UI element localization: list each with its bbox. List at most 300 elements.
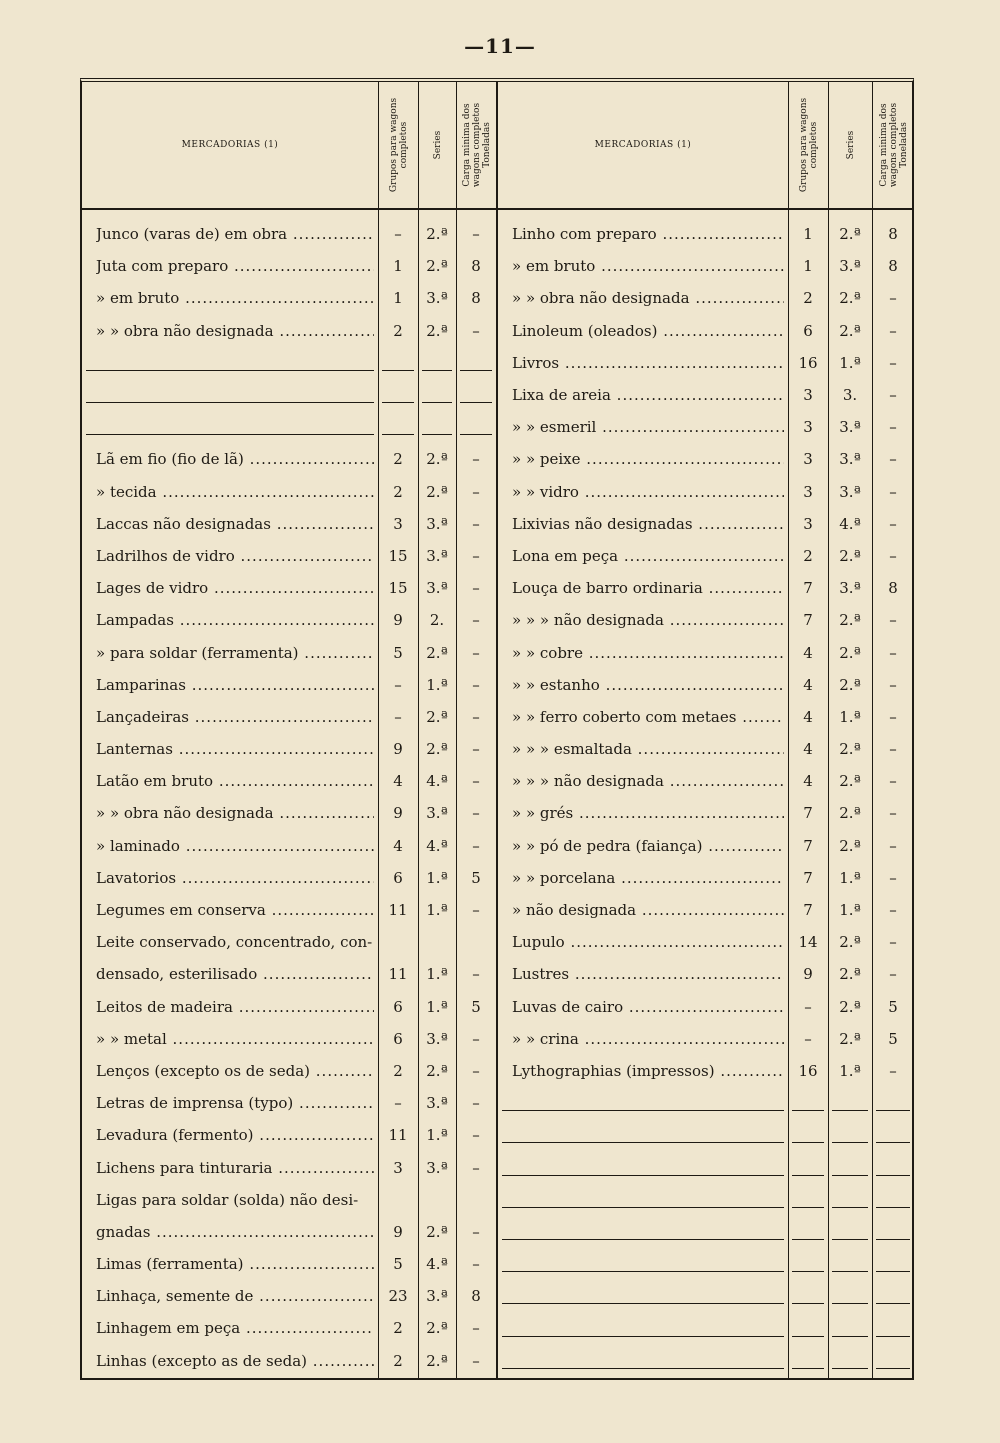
carga-cell: – <box>472 772 480 791</box>
serie-cell: 1.ª <box>839 868 861 887</box>
grupo-cell: 2 <box>803 546 813 565</box>
page-number: —11— <box>464 34 536 58</box>
table-row <box>82 347 496 379</box>
merchandise-cell: » » obra não designada ..... <box>96 322 374 340</box>
carga-cell: 5 <box>888 1029 898 1048</box>
left-rows <box>82 218 496 1377</box>
grupo-cell: 2 <box>393 321 403 340</box>
table-row <box>498 894 914 926</box>
tariff-table <box>80 78 914 1380</box>
grupo-cell: 1 <box>803 225 813 244</box>
serie-cell: 2.ª <box>426 225 448 244</box>
merchandise-cell: Lupulo ..... <box>512 933 784 951</box>
table-row <box>82 572 496 604</box>
carga-cell: – <box>472 482 480 501</box>
carga-cell: 8 <box>471 257 481 276</box>
grupo-cell: – <box>804 997 812 1016</box>
table-row <box>82 1087 496 1119</box>
grupo-cell: 7 <box>803 836 813 855</box>
table-row <box>498 1345 914 1377</box>
serie-cell: 1.ª <box>426 997 448 1016</box>
grupo-cell: 6 <box>393 997 403 1016</box>
carga-cell: – <box>472 1351 480 1370</box>
serie-cell: 3.ª <box>426 1094 448 1113</box>
grupo-cell: 9 <box>393 740 403 759</box>
grupo-cell: 5 <box>393 1255 403 1274</box>
grupo-cell: – <box>394 675 402 694</box>
carga-cell: 8 <box>471 1287 481 1306</box>
merchandise-cell: Linho com preparo ..... <box>512 225 784 243</box>
serie-cell: 2.ª <box>839 289 861 308</box>
table-row <box>82 1248 496 1280</box>
table-row <box>82 1055 496 1087</box>
merchandise-cell: » » estanho ..... <box>512 676 784 694</box>
grupo-cell: 11 <box>388 965 408 984</box>
merchandise-cell: Lustres ..... <box>512 965 784 983</box>
merchandise-cell: densado, esterilisado ..... <box>96 965 374 983</box>
grupo-cell: 16 <box>798 1061 818 1080</box>
carga-cell: – <box>472 707 480 726</box>
carga-cell: – <box>472 450 480 469</box>
merchandise-cell: Limas (ferramenta) ..... <box>96 1255 374 1273</box>
carga-cell: 8 <box>888 579 898 598</box>
table-row <box>498 958 914 990</box>
table-row <box>498 443 914 475</box>
carga-cell: – <box>889 804 897 823</box>
grupo-cell: 11 <box>388 901 408 920</box>
merchandise-cell: » » peixe ..... <box>512 450 784 468</box>
serie-cell: 2.ª <box>839 643 861 662</box>
grupo-cell: 3 <box>803 514 813 533</box>
merchandise-cell: » não designada ..... <box>512 901 784 919</box>
grupo-cell: 6 <box>393 1029 403 1048</box>
grupo-cell: – <box>394 1094 402 1113</box>
merchandise-cell: Linhagem em peça ..... <box>96 1319 374 1337</box>
carga-cell: – <box>889 675 897 694</box>
table-row <box>498 379 914 411</box>
left-header <box>82 82 496 210</box>
carga-cell: 8 <box>888 257 898 276</box>
grupo-cell: 3 <box>803 450 813 469</box>
serie-cell: 2.ª <box>839 965 861 984</box>
left-header-carga: Carga minima dos wagons completos Toneladas <box>456 82 496 208</box>
serie-cell: 2.ª <box>426 707 448 726</box>
carga-cell: – <box>472 804 480 823</box>
carga-cell: – <box>889 418 897 437</box>
merchandise-cell: » laminado ..... <box>96 837 374 855</box>
merchandise-cell: Legumes em conserva ..... <box>96 901 374 919</box>
grupo-cell: – <box>394 707 402 726</box>
carga-cell: 5 <box>471 868 481 887</box>
carga-cell: – <box>889 611 897 630</box>
serie-cell: 2.ª <box>839 1029 861 1048</box>
carga-cell: – <box>889 965 897 984</box>
carga-cell: – <box>472 836 480 855</box>
grupo-cell: 7 <box>803 611 813 630</box>
table-row <box>82 1151 496 1183</box>
merchandise-cell: » para soldar (ferramenta) ..... <box>96 644 374 662</box>
carga-cell: – <box>472 1094 480 1113</box>
grupo-cell: 6 <box>393 868 403 887</box>
serie-cell: 3.ª <box>426 1158 448 1177</box>
grupo-cell: 23 <box>388 1287 408 1306</box>
carga-cell: – <box>889 868 897 887</box>
merchandise-cell: Latão em bruto ..... <box>96 772 374 790</box>
serie-cell: 2.ª <box>839 225 861 244</box>
merchandise-cell: » » grés ..... <box>512 804 784 822</box>
grupo-cell: – <box>804 1029 812 1048</box>
table-row <box>82 894 496 926</box>
carga-cell: – <box>472 514 480 533</box>
grupo-cell: 6 <box>803 321 813 340</box>
serie-cell: 2.ª <box>426 1319 448 1338</box>
table-row <box>498 476 914 508</box>
carga-cell: – <box>472 740 480 759</box>
grupo-cell: 5 <box>393 643 403 662</box>
table-row <box>82 797 496 829</box>
table-row <box>498 508 914 540</box>
merchandise-cell: » » » esmaltada ..... <box>512 740 784 758</box>
merchandise-cell: Letras de imprensa (typo) ..... <box>96 1094 374 1112</box>
merchandise-cell: Livros ..... <box>512 354 784 372</box>
table-row <box>498 1055 914 1087</box>
serie-cell: 2.ª <box>426 1222 448 1241</box>
table-row <box>498 540 914 572</box>
carga-cell: – <box>889 546 897 565</box>
table-row <box>82 636 496 668</box>
merchandise-cell: » » » não designada ..... <box>512 611 784 629</box>
table-row <box>498 1151 914 1183</box>
carga-cell: – <box>889 901 897 920</box>
carga-cell: – <box>472 1222 480 1241</box>
grupo-cell: 3 <box>393 514 403 533</box>
table-row <box>82 1280 496 1312</box>
table-row <box>82 1119 496 1151</box>
table-row <box>82 315 496 347</box>
grupo-cell: 1 <box>393 289 403 308</box>
merchandise-cell: » » vidro ..... <box>512 483 784 501</box>
right-table <box>496 82 914 1378</box>
table-row <box>82 926 496 958</box>
grupo-cell: 16 <box>798 353 818 372</box>
carga-cell: – <box>889 321 897 340</box>
table-row <box>498 1280 914 1312</box>
carga-cell: 8 <box>471 289 481 308</box>
table-row <box>498 991 914 1023</box>
carga-cell: – <box>889 1061 897 1080</box>
merchandise-cell: Lavatorios ..... <box>96 869 374 887</box>
serie-cell: 2.ª <box>426 740 448 759</box>
serie-cell: 3.ª <box>839 482 861 501</box>
table-row <box>82 379 496 411</box>
merchandise-cell: » » metal ..... <box>96 1030 374 1048</box>
serie-cell: 3.ª <box>426 579 448 598</box>
merchandise-cell: gnadas ..... <box>96 1223 374 1241</box>
table-row <box>498 1248 914 1280</box>
left-header-series: Series <box>418 82 456 208</box>
grupo-cell: – <box>394 225 402 244</box>
table-row <box>498 830 914 862</box>
grupo-cell: 1 <box>803 257 813 276</box>
grupo-cell: 7 <box>803 868 813 887</box>
carga-cell: – <box>472 611 480 630</box>
carga-cell: – <box>889 707 897 726</box>
carga-cell: – <box>889 353 897 372</box>
grupo-cell: 9 <box>803 965 813 984</box>
carga-cell: – <box>889 450 897 469</box>
table-row <box>498 411 914 443</box>
left-header-grupos: Grupos para wagons completos <box>378 82 418 208</box>
merchandise-cell: Lythographias (impressos) ..... <box>512 1062 784 1080</box>
table-row <box>82 701 496 733</box>
serie-cell: 2.ª <box>839 836 861 855</box>
table-row <box>498 862 914 894</box>
grupo-cell: 11 <box>388 1126 408 1145</box>
merchandise-cell: Ligas para soldar (solda) não desi- <box>96 1190 359 1209</box>
grupo-cell: 1 <box>393 257 403 276</box>
serie-cell: 1.ª <box>839 353 861 372</box>
serie-cell: 2.ª <box>426 450 448 469</box>
grupo-cell: 14 <box>798 933 818 952</box>
carga-cell: – <box>472 965 480 984</box>
merchandise-cell: Leite conservado, concentrado, con- <box>96 933 373 952</box>
grupo-cell: 7 <box>803 901 813 920</box>
serie-cell: 3.ª <box>426 514 448 533</box>
table-row <box>82 765 496 797</box>
grupo-cell: 2 <box>393 1061 403 1080</box>
table-row <box>498 636 914 668</box>
merchandise-cell: Lanternas ..... <box>96 740 374 758</box>
carga-cell: – <box>472 546 480 565</box>
table-row <box>82 669 496 701</box>
grupo-cell: 4 <box>803 740 813 759</box>
right-header-grupos: Grupos para wagons completos <box>788 82 828 208</box>
serie-cell: 3.ª <box>426 1029 448 1048</box>
table-row <box>498 572 914 604</box>
grupo-cell: 2 <box>393 1319 403 1338</box>
carga-cell: – <box>472 1029 480 1048</box>
serie-cell: 1.ª <box>426 1126 448 1145</box>
merchandise-cell: Leitos de madeira ..... <box>96 998 374 1016</box>
serie-cell: 2.ª <box>839 804 861 823</box>
merchandise-cell: Lichens para tinturaria ..... <box>96 1159 374 1177</box>
table-row <box>82 218 496 250</box>
grupo-cell: 2 <box>803 289 813 308</box>
carga-cell: – <box>472 1158 480 1177</box>
serie-cell: 4.ª <box>839 514 861 533</box>
carga-cell: – <box>472 643 480 662</box>
serie-cell: 2.ª <box>426 643 448 662</box>
table-row <box>498 1312 914 1344</box>
grupo-cell: 2 <box>393 1351 403 1370</box>
table-row <box>82 830 496 862</box>
carga-cell: – <box>472 579 480 598</box>
carga-cell: – <box>472 1255 480 1274</box>
merchandise-cell: Levadura (fermento) ..... <box>96 1126 374 1144</box>
grupo-cell: 9 <box>393 611 403 630</box>
table-row <box>498 926 914 958</box>
table-row <box>82 250 496 282</box>
right-header-series: Series <box>828 82 872 208</box>
left-header-mercadorias: MERCADORIAS (1) <box>181 140 279 150</box>
grupo-cell: 4 <box>803 772 813 791</box>
serie-cell: 1.ª <box>839 1061 861 1080</box>
grupo-cell: 2 <box>393 482 403 501</box>
table-row <box>498 797 914 829</box>
carga-cell: – <box>472 321 480 340</box>
table-row <box>498 282 914 314</box>
merchandise-cell: Lamparinas ..... <box>96 676 374 694</box>
serie-cell: 2.ª <box>426 482 448 501</box>
serie-cell: 3.ª <box>839 418 861 437</box>
table-row <box>82 1345 496 1377</box>
table-row <box>498 604 914 636</box>
serie-cell: 1.ª <box>426 868 448 887</box>
table-row <box>498 250 914 282</box>
grupo-cell: 4 <box>803 707 813 726</box>
table-row <box>82 1312 496 1344</box>
grupo-cell: 3 <box>803 386 813 405</box>
merchandise-cell: » » crina ..... <box>512 1030 784 1048</box>
carga-cell: – <box>889 386 897 405</box>
table-row <box>498 733 914 765</box>
serie-cell: 4.ª <box>426 1255 448 1274</box>
merchandise-cell: » » obra não designada ..... <box>512 289 784 307</box>
grupo-cell: 3 <box>803 482 813 501</box>
merchandise-cell: Linhas (excepto as de seda) ..... <box>96 1352 374 1370</box>
serie-cell: 3.ª <box>426 546 448 565</box>
table-row <box>82 604 496 636</box>
table-row <box>82 958 496 990</box>
serie-cell: 1.ª <box>426 675 448 694</box>
serie-cell: 3.ª <box>839 450 861 469</box>
merchandise-cell: Lampadas ..... <box>96 611 374 629</box>
grupo-cell: 4 <box>393 772 403 791</box>
grupo-cell: 4 <box>803 675 813 694</box>
table-row <box>498 315 914 347</box>
merchandise-cell: Louça de barro ordinaria ..... <box>512 579 784 597</box>
merchandise-cell: » » pó de pedra (faiança) ..... <box>512 837 784 855</box>
table-row <box>498 1023 914 1055</box>
table-row <box>82 1184 496 1216</box>
merchandise-cell: Luvas de cairo ..... <box>512 998 784 1016</box>
merchandise-cell: Ladrilhos de vidro ..... <box>96 547 374 565</box>
serie-cell: 3.ª <box>426 289 448 308</box>
carga-cell: – <box>472 901 480 920</box>
carga-cell: – <box>889 514 897 533</box>
right-header-mercadorias: MERCADORIAS (1) <box>594 140 692 150</box>
table-row <box>82 1023 496 1055</box>
table-row <box>498 1087 914 1119</box>
grupo-cell: 15 <box>388 579 408 598</box>
merchandise-cell: Juta com preparo ..... <box>96 257 374 275</box>
table-row <box>498 1216 914 1248</box>
grupo-cell: 3 <box>803 418 813 437</box>
carga-cell: – <box>472 675 480 694</box>
serie-cell: 2.ª <box>839 675 861 694</box>
serie-cell: 3.ª <box>426 1287 448 1306</box>
table-row <box>82 733 496 765</box>
grupo-cell: 3 <box>393 1158 403 1177</box>
merchandise-cell: » » cobre ..... <box>512 644 784 662</box>
carga-cell: – <box>472 225 480 244</box>
serie-cell: 4.ª <box>426 772 448 791</box>
carga-cell: – <box>889 643 897 662</box>
merchandise-cell: Lã em fio (fio de lã) ..... <box>96 450 374 468</box>
merchandise-cell: » » ferro coberto com metaes ..... <box>512 708 784 726</box>
serie-cell: 2. <box>429 611 445 630</box>
carga-cell: 5 <box>888 997 898 1016</box>
carga-cell: – <box>472 1126 480 1145</box>
merchandise-cell: Lixa de areia ..... <box>512 386 784 404</box>
serie-cell: 1.ª <box>839 901 861 920</box>
merchandise-cell: Linoleum (oleados) ..... <box>512 322 784 340</box>
table-row <box>82 540 496 572</box>
carga-cell: 5 <box>471 997 481 1016</box>
table-row <box>498 347 914 379</box>
carga-cell: 8 <box>888 225 898 244</box>
serie-cell: 1.ª <box>426 965 448 984</box>
table-row <box>498 765 914 797</box>
right-header <box>498 82 914 210</box>
serie-cell: 3.ª <box>839 579 861 598</box>
merchandise-cell: Laccas não designadas ..... <box>96 515 374 533</box>
grupo-cell: 7 <box>803 579 813 598</box>
serie-cell: 2.ª <box>839 997 861 1016</box>
grupo-cell: 4 <box>393 836 403 855</box>
serie-cell: 2.ª <box>839 611 861 630</box>
carga-cell: – <box>889 836 897 855</box>
table-row <box>498 1119 914 1151</box>
serie-cell: 2.ª <box>839 321 861 340</box>
merchandise-cell: Junco (varas de) em obra ..... <box>96 225 374 243</box>
serie-cell: 2.ª <box>839 933 861 952</box>
grupo-cell: 9 <box>393 804 403 823</box>
merchandise-cell: Lixivias não designadas ..... <box>512 515 784 533</box>
merchandise-cell: Lages de vidro ..... <box>96 579 374 597</box>
merchandise-cell: Lona em peça ..... <box>512 547 784 565</box>
serie-cell: 1.ª <box>426 901 448 920</box>
left-table <box>82 82 496 1378</box>
right-rows <box>498 218 914 1377</box>
right-header-carga: Carga minima dos wagons completos Toneladas <box>872 82 914 208</box>
carga-cell: – <box>889 289 897 308</box>
table-row <box>82 476 496 508</box>
serie-cell: 2.ª <box>839 772 861 791</box>
carga-cell: – <box>889 772 897 791</box>
table-row <box>82 991 496 1023</box>
table-row <box>498 218 914 250</box>
merchandise-cell: Lenços (excepto os de seda) ..... <box>96 1062 374 1080</box>
serie-cell: 3.ª <box>426 804 448 823</box>
carga-cell: – <box>889 933 897 952</box>
merchandise-cell: » em bruto ..... <box>96 289 374 307</box>
carga-cell: – <box>472 1061 480 1080</box>
carga-cell: – <box>889 482 897 501</box>
carga-cell: – <box>889 740 897 759</box>
grupo-cell: 2 <box>393 450 403 469</box>
serie-cell: 2.ª <box>839 546 861 565</box>
merchandise-cell: » » obra não designada ..... <box>96 804 374 822</box>
table-row <box>498 669 914 701</box>
merchandise-cell: » » » não designada ..... <box>512 772 784 790</box>
table-row <box>498 701 914 733</box>
carga-cell: – <box>472 1319 480 1338</box>
merchandise-cell: Linhaça, semente de ..... <box>96 1287 374 1305</box>
table-row <box>82 411 496 443</box>
grupo-cell: 9 <box>393 1222 403 1241</box>
table-row <box>82 1216 496 1248</box>
